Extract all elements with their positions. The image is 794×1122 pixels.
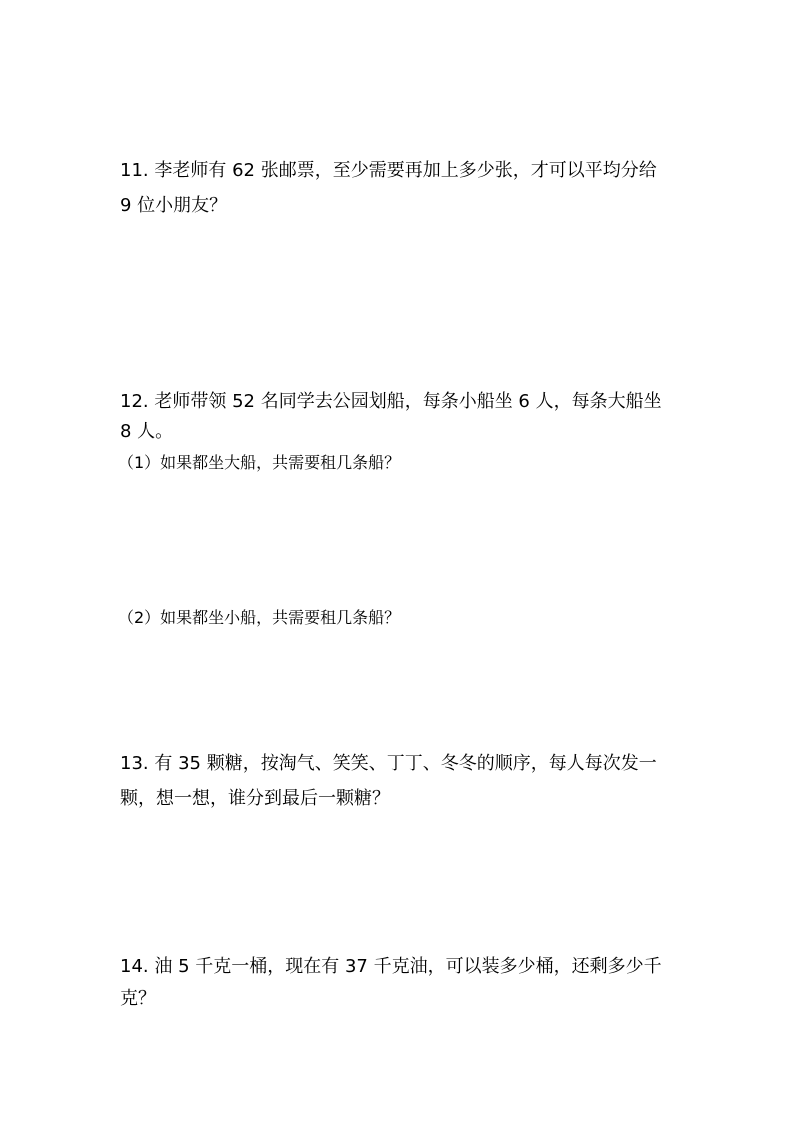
question-12-part-1: （1）如果都坐大船，共需要租几条船？	[118, 453, 401, 472]
question-11-line-1: 11. 李老师有 62 张邮票，至少需要再加上多少张，才可以平均分给	[120, 160, 657, 181]
question-14-line-2: 克？	[120, 988, 156, 1009]
question-13-line-1: 13. 有 35 颗糖，按淘气、笑笑、丁丁、冬冬的顺序，每人每次发一	[120, 753, 657, 774]
question-12-part-2: （2）如果都坐小船，共需要租几条船？	[118, 608, 401, 627]
question-11-line-2: 9 位小朋友？	[120, 195, 228, 216]
question-14-line-1: 14. 油 5 千克一桶，现在有 37 千克油，可以装多少桶，还剩多少千	[120, 956, 662, 977]
question-12-line-1: 12. 老师带领 52 名同学去公园划船，每条小船坐 6 人，每条大船坐	[120, 391, 662, 412]
question-12-line-2: 8 人。	[120, 421, 174, 442]
question-13-line-2: 颗，想一想，谁分到最后一颗糖？	[120, 788, 390, 809]
